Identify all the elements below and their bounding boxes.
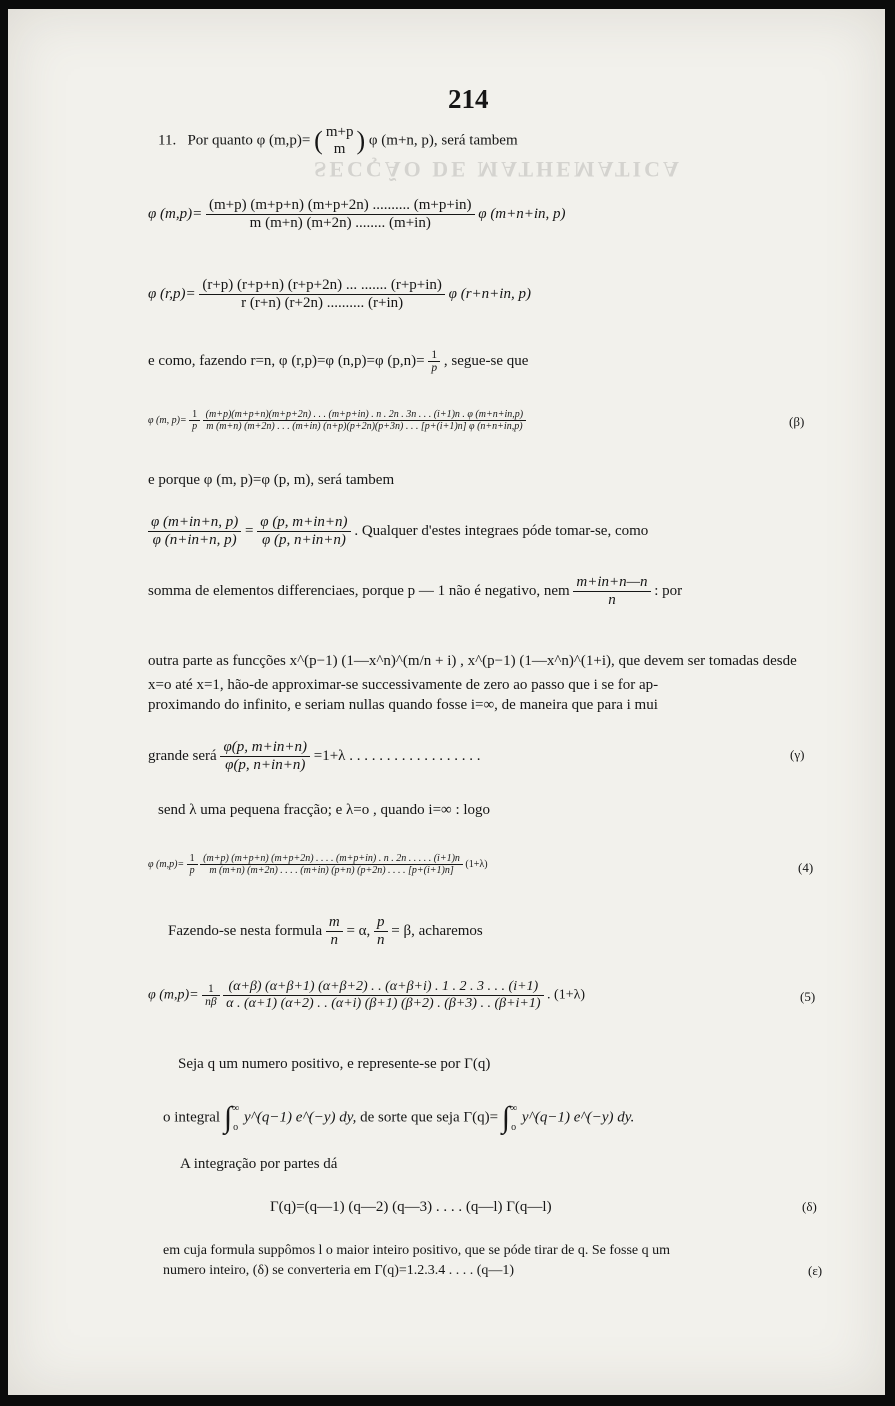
line15-lead: Fazendo-se nesta formula bbox=[168, 922, 323, 939]
line4-frac-den: p bbox=[428, 361, 440, 374]
eq16-tail: . (1+λ) bbox=[547, 987, 586, 1003]
eq5-prefactor-num: 1 bbox=[192, 409, 198, 420]
equation-number-gamma: (γ) bbox=[790, 747, 805, 762]
eq3-denominator: r (r+n) (r+2n) .......... (r+in) bbox=[199, 294, 445, 312]
equation-14 bbox=[148, 853, 488, 876]
equation-20: Γ(q)=(q—1) (q—2) (q—3) . . . . (q—l) Γ(q—l) bbox=[270, 1199, 552, 1215]
equation-number-4: (4) bbox=[798, 860, 814, 875]
equation-2 bbox=[148, 197, 566, 232]
line8-fraction bbox=[573, 574, 650, 609]
line4-fraction bbox=[428, 349, 440, 374]
eq7-right-fraction bbox=[257, 514, 350, 549]
equation-7: $\frac{\varphi (m+in+n, p)}{\varphi (n+in+n, p)}$ = $\frac{\varphi (p, m+in+n)}{\varphi (p, n+in+n)}$ . Qualquer d'estes integraes póde tomar-se, como bbox=[148, 514, 648, 549]
equation-number-delta: (δ) bbox=[802, 1199, 817, 1214]
line18-mid: de sorte que seja Γ(q)= bbox=[360, 1109, 499, 1126]
integral-sign: ∫ bbox=[223, 1101, 233, 1134]
text-line-22: numero inteiro, (δ) se converteria em Γ(q)=1.2.3.4 . . . . (q—1) bbox=[163, 1263, 515, 1278]
eq2-lhs: φ (m,p)= bbox=[148, 205, 203, 222]
text-line-15 bbox=[168, 914, 483, 949]
eq1-lead: Por quanto φ (m,p)= bbox=[187, 132, 311, 149]
eq5-lhs: φ (m, p)= bbox=[148, 414, 187, 426]
page-number: 214 bbox=[448, 84, 489, 114]
text-line-19: A integração por partes dá bbox=[180, 1156, 338, 1172]
line15-fraction-2 bbox=[374, 914, 388, 949]
integral-sign-2: ∫ bbox=[501, 1101, 511, 1134]
eq7-left-num: φ (m+in+n, p) bbox=[151, 514, 239, 530]
eq2-tail: φ (m+n+in, p) bbox=[478, 205, 566, 222]
eq16-denominator: α . (α+1) (α+2) . . (α+i) (β+1) (β+2) . (β+3) . . (β+i+1) bbox=[223, 995, 543, 1012]
eq5-fraction bbox=[203, 409, 526, 432]
line12-tail: =1+λ . . . . . . . . . . . . . . . . . . bbox=[313, 747, 481, 764]
equation-number-beta: (β) bbox=[789, 414, 805, 429]
text-line-10: x=o até x=1, hão-de approximar-se successivamente de zero ao passo que i se for ap- bbox=[148, 677, 659, 693]
line15-f1-den: n bbox=[326, 931, 343, 949]
eq14-fraction bbox=[200, 853, 463, 876]
line15-f2-den: n bbox=[374, 931, 388, 949]
eq7-left-den: φ (n+in+n, p) bbox=[148, 531, 241, 549]
line4-tail: , segue-se que bbox=[443, 352, 529, 369]
eq3-fraction bbox=[199, 277, 445, 312]
bleed-through-heading: SECÇÃO DE MATHEMATICA bbox=[314, 157, 682, 182]
eq14-prefactor-den: p bbox=[187, 864, 198, 876]
eq16-numerator: (α+β) (α+β+1) (α+β+2) . . (α+β+i) . 1 . 2 . 3 . . . (i+1) bbox=[228, 979, 539, 994]
line4-text: e como, fazendo r=n, φ (r,p)=φ (n,p)=φ (p,n)= bbox=[148, 352, 425, 369]
eq7-right-den: φ (p, n+in+n) bbox=[257, 531, 350, 549]
eq3-numerator: (r+p) (r+p+n) (r+p+2n) ... ....... (r+p+in) bbox=[202, 277, 442, 293]
line18-integrand: y^(q−1) e^(−y) dy, bbox=[243, 1109, 357, 1126]
eq7-right-num: φ (p, m+in+n) bbox=[260, 514, 348, 530]
text-line-4 bbox=[148, 349, 528, 374]
eq14-denominator: m (m+n) (m+2n) . . . . (m+in) (p+n) (p+2n) . . . . [p+(i+1)n] bbox=[200, 864, 463, 876]
eq14-tail: (1+λ) bbox=[465, 858, 488, 870]
eq3-lhs: φ (r,p)= bbox=[148, 285, 196, 302]
text-line-8 bbox=[148, 574, 682, 609]
paragraph-label: 11. bbox=[158, 132, 177, 149]
line15-tail: = β, acharemos bbox=[391, 922, 483, 939]
eq1-tail: φ (m+n, p), será tambem bbox=[368, 132, 518, 149]
equation-5 bbox=[148, 409, 526, 432]
line15-fraction-1 bbox=[326, 914, 343, 949]
eq16-prefactor-num: 1 bbox=[208, 983, 214, 995]
eq5-prefactor bbox=[189, 409, 200, 432]
eq5-denominator: m (m+n) (m+2n) . . . (m+in) (n+p)(p+2n)(p+3n) . . . [p+(i+1)n] φ (n+n+in,p) bbox=[203, 420, 526, 432]
equation-number-epsilon: (ε) bbox=[808, 1263, 823, 1278]
equation-3 bbox=[148, 277, 531, 312]
line15-f2-num: p bbox=[377, 914, 385, 930]
eq5-prefactor-den: p bbox=[189, 420, 200, 432]
line15-f1-num: m bbox=[328, 914, 340, 930]
line12-den: φ(p, n+in+n) bbox=[220, 756, 310, 774]
line8-frac-num: m+in+n—n bbox=[576, 574, 648, 590]
eq2-fraction bbox=[206, 197, 475, 232]
eq5-numerator: (m+p)(m+p+n)(m+p+2n) . . . (m+p+in) . n . 2n . 3n . . . (i+1)n . φ (m+n+in,p) bbox=[205, 409, 524, 420]
eq16-prefactor bbox=[202, 983, 219, 1008]
line12-fraction bbox=[220, 739, 310, 774]
line4-frac-num: 1 bbox=[431, 349, 438, 361]
equation-16 bbox=[148, 979, 585, 1012]
text-line-18: o integral ∫ ∞ o y^(q−1) e^(−y) dy, de sorte que seja Γ(q)= ∫ ∞ o y^(q−1) e^(−y) dy. bbox=[163, 1101, 635, 1134]
page bbox=[8, 9, 885, 1395]
line15-mid: = α, bbox=[346, 922, 371, 939]
eq2-numerator: (m+p) (m+p+n) (m+p+2n) .......... (m+p+in) bbox=[209, 197, 472, 213]
binomial: m+p m bbox=[325, 124, 354, 157]
eq3-tail: φ (r+n+in, p) bbox=[448, 285, 531, 302]
eq14-lhs: φ (m,p)= bbox=[148, 858, 185, 870]
line8-text: somma de elementos differenciaes, porque p — 1 não é negativo, nem bbox=[148, 582, 570, 599]
eq16-prefactor-den: nβ bbox=[202, 995, 219, 1008]
eq14-prefactor bbox=[187, 853, 198, 876]
eq7-left-fraction bbox=[148, 514, 241, 549]
line8-tail: : por bbox=[654, 582, 683, 599]
eq7-tail: . Qualquer d'estes integraes póde tomar-se, como bbox=[354, 522, 649, 539]
line12-lead: grande será bbox=[148, 747, 217, 764]
eq16-lhs: φ (m,p)= bbox=[148, 987, 199, 1003]
text-line-11: proximando do infinito, e seriam nullas quando fosse i=∞, de maneira que para i mui bbox=[148, 697, 658, 713]
line18-integrand-2: y^(q−1) e^(−y) dy. bbox=[521, 1109, 635, 1126]
text-line-17: Seja q um numero positivo, e represente-se por Γ(q) bbox=[178, 1056, 491, 1072]
equation-number-5: (5) bbox=[800, 989, 816, 1004]
line12-num: φ(p, m+in+n) bbox=[223, 739, 308, 755]
text-line-21: em cuja formula suppômos l o maior inteiro positivo, que se póde tirar de q. Se fosse q um bbox=[163, 1243, 671, 1258]
line8-frac-den: n bbox=[573, 591, 650, 609]
eq14-numerator: (m+p) (m+p+n) (m+p+2n) . . . . (m+p+in) . n . 2n . . . . . (i+1)n bbox=[203, 853, 460, 864]
text-line-6: e porque φ (m, p)=φ (p, m), será tambem bbox=[148, 472, 395, 488]
eq14-prefactor-num: 1 bbox=[189, 853, 195, 864]
eq16-fraction bbox=[223, 979, 543, 1012]
line18-lead: o integral bbox=[163, 1109, 221, 1126]
text-line-13: send λ uma pequena fracção; e λ=o , quando i=∞ : logo bbox=[158, 802, 491, 818]
text-line-9: outra parte as funcções x^(p−1) (1—x^n)^(m/n + i) , x^(p−1) (1—x^n)^(1+i), que devem ser tomadas desde bbox=[148, 653, 797, 669]
eq2-denominator: m (m+n) (m+2n) ........ (m+in) bbox=[206, 214, 475, 232]
equation-1: 11. Por quanto φ (m,p)= ( m+p m ) φ (m+n, p), será tambem bbox=[158, 124, 518, 157]
text-line-12 bbox=[148, 739, 480, 774]
